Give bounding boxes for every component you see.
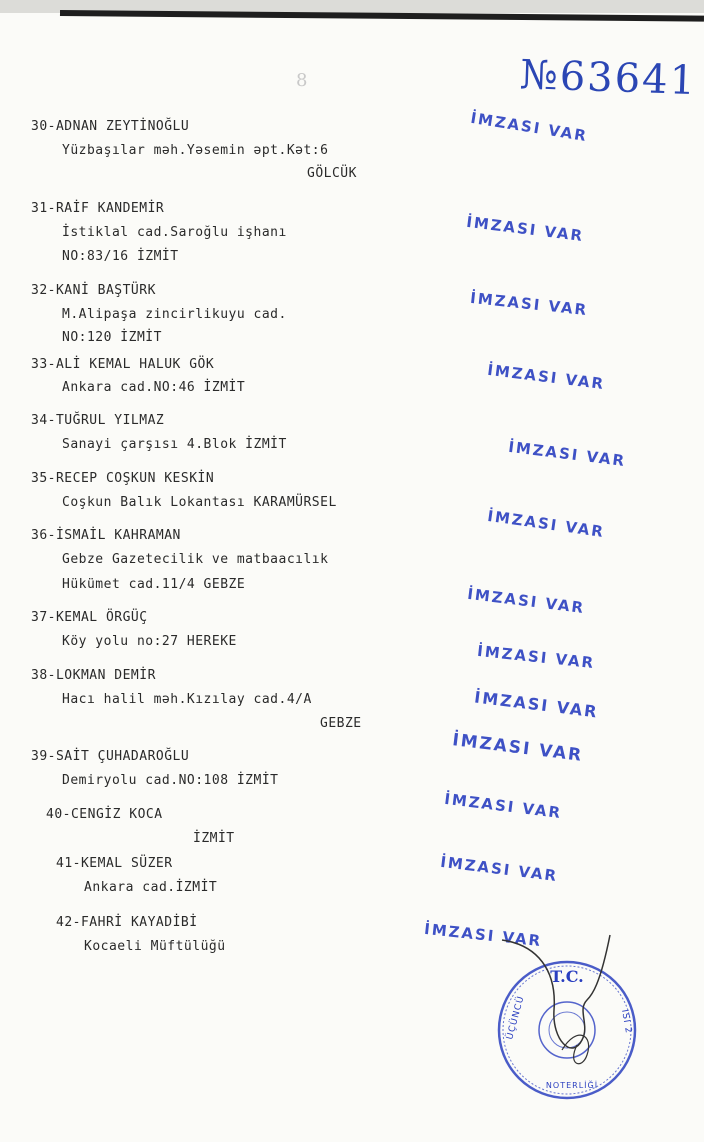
- faint-mark: 8: [296, 70, 308, 91]
- entry-line: Demiryolu cad.NO:108 İZMİT: [62, 773, 279, 788]
- entry-title: 38-LOKMAN DEMİR: [31, 668, 156, 683]
- entry-line: Hükümet cad.11/4 GEBZE: [62, 577, 246, 592]
- signature-stamp: İMZASI VAR: [486, 506, 607, 542]
- entry-line: GEBZE: [320, 716, 362, 731]
- entry-line: İZMİT: [193, 831, 235, 846]
- entry-line: İstiklal cad.Saroğlu işhanı: [62, 225, 287, 240]
- entry-line: Ankara cad.NO:46 İZMİT: [62, 380, 246, 395]
- signature-stamp: İMZASI VAR: [486, 360, 607, 394]
- entry-title: 40-CENGİZ KOCA: [46, 807, 163, 822]
- seal-bottom-text: NOTERLİĞİ: [545, 1081, 599, 1090]
- entry-title: 35-RECEP COŞKUN KESKİN: [31, 471, 215, 486]
- signature-stamp: İMZASI VAR: [476, 641, 596, 673]
- entry-title: 31-RAİF KANDEMİR: [31, 201, 165, 216]
- entry-line: Gebze Gazetecilik ve matbaacılık: [62, 552, 329, 567]
- entry-line: GÖLCÜK: [307, 166, 357, 181]
- entry-line: Ankara cad.İZMİT: [84, 880, 218, 895]
- entry-line: Coşkun Balık Lokantası KARAMÜRSEL: [62, 495, 337, 510]
- entry-title: 42-FAHRİ KAYADİBİ: [56, 915, 198, 930]
- document-number: №63641: [519, 52, 698, 105]
- entry-title: 39-SAİT ÇUHADAROĞLU: [31, 749, 190, 764]
- entry-line: M.Alipaşa zincirlikuyu cad.: [62, 307, 287, 322]
- signature-stamp: İMZASI VAR: [443, 789, 564, 823]
- signature-scribble: [562, 1035, 589, 1064]
- entry-title: 32-KANİ BAŞTÜRK: [31, 283, 156, 298]
- entry-title: 36-İSMAİL KAHRAMAN: [31, 528, 181, 543]
- entry-line: Hacı halil məh.Kızılay cad.4/A: [62, 692, 312, 707]
- signature-stamp: İMZASI VAR: [465, 212, 586, 246]
- signature-stamp: İMZASI VAR: [451, 730, 585, 766]
- seal-left-text: ÜÇÜNCÜ: [505, 994, 527, 1041]
- entry-line: NO:120 İZMİT: [62, 330, 162, 345]
- entry-title: 34-TUĞRUL YILMAZ: [31, 413, 165, 428]
- entry-line: Sanayi çarşısı 4.Blok İZMİT: [62, 437, 287, 452]
- notary-seal: [482, 930, 652, 1120]
- entry-title: 41-KEMAL SÜZER: [56, 856, 173, 871]
- seal-top-text: T.C.: [550, 967, 584, 986]
- signature-stamp: İMZASI VAR: [469, 288, 589, 320]
- signature-stamp: İMZASI VAR: [507, 437, 628, 471]
- signature-stamp: İMZASI VAR: [439, 852, 560, 886]
- entry-title: 30-ADNAN ZEYTİNOĞLU: [31, 119, 190, 134]
- signature-stamp: İMZASI VAR: [473, 687, 600, 722]
- signature-stamp: İMZASI VAR: [466, 584, 587, 618]
- entry-line: Yüzbaşılar məh.Yəsemin əpt.Kət:6: [62, 143, 329, 158]
- entry-line: Köy yolu no:27 HEREKE: [62, 634, 237, 649]
- entry-line: Kocaeli Müftülüğü: [84, 939, 226, 954]
- seal-right-text: ISI 2: [619, 1008, 634, 1035]
- entry-title: 37-KEMAL ÖRGÜÇ: [31, 610, 148, 625]
- entry-line: NO:83/16 İZMİT: [62, 249, 179, 264]
- signature-scribble: [502, 935, 610, 1048]
- signature-stamp: İMZASI VAR: [469, 108, 590, 146]
- signature-stamp: İMZASI VAR: [423, 919, 543, 951]
- entry-title: 33-ALİ KEMAL HALUK GÖK: [31, 357, 215, 372]
